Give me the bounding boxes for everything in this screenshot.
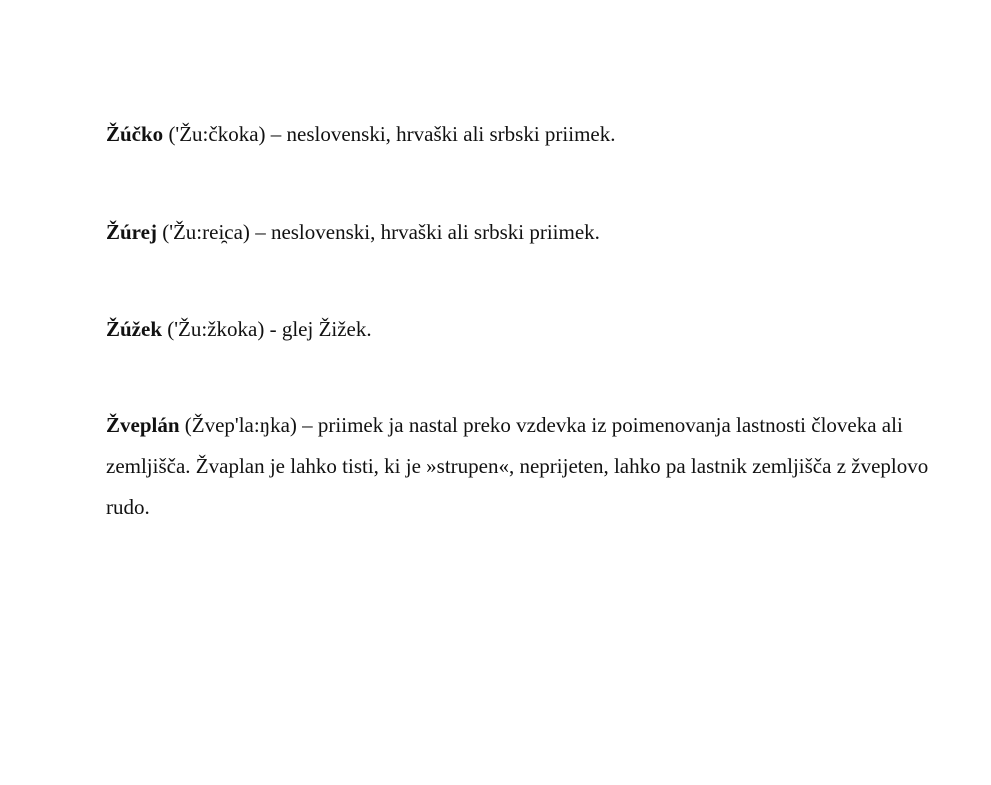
dictionary-entry bbox=[106, 212, 941, 253]
entry-pronunciation: ('Žu:rei̯ca) bbox=[162, 220, 250, 244]
dictionary-entry bbox=[106, 309, 941, 350]
entry-pronunciation: ('Žu:čkoka) bbox=[168, 122, 266, 146]
entry-headword: Žúčko bbox=[106, 122, 164, 146]
dictionary-entry bbox=[106, 405, 941, 528]
entry-pronunciation: (Žvep'la:ŋka) bbox=[184, 413, 297, 437]
entry-definition: – neslovenski, hrvaški ali srbski priimek. bbox=[255, 220, 600, 244]
dictionary-entry bbox=[106, 114, 941, 155]
entry-headword: Žúžek bbox=[106, 317, 163, 341]
entry-definition: - glej Žižek. bbox=[269, 317, 372, 341]
entry-definition: – priimek ja nastal preko vzdevka iz poimenovanja lastnosti človeka ali zemljišča. Žvaplan je lahko tisti, ki je »strupen«, neprijeten, lahko pa lastnik zemljišča z žveplovo rudo. bbox=[106, 413, 929, 519]
entry-definition: – neslovenski, hrvaški ali srbski priimek. bbox=[270, 122, 616, 146]
entry-headword: Žveplán bbox=[106, 413, 180, 437]
entry-pronunciation: ('Žu:žkoka) bbox=[167, 317, 265, 341]
entry-headword: Žúrej bbox=[106, 220, 157, 244]
